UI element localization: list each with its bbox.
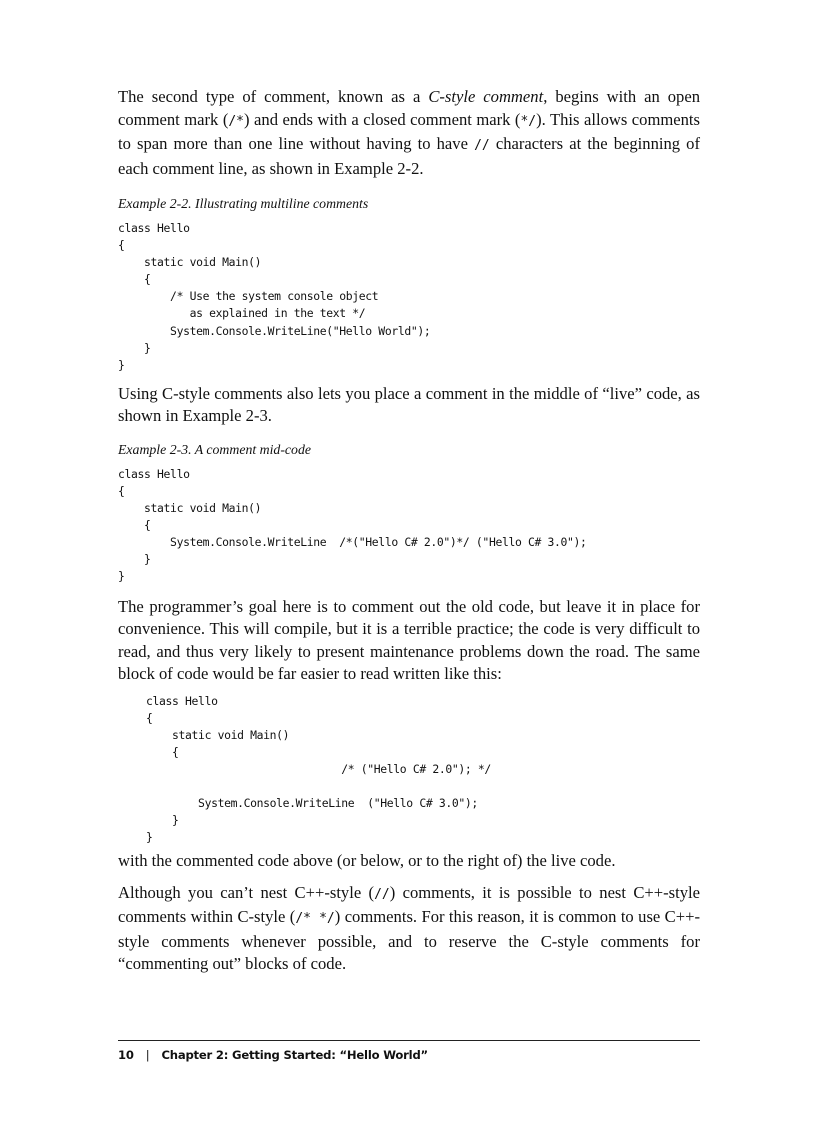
paragraph-text: The second type of comment, known as a [118,87,429,106]
chapter-title: Chapter 2: Getting Started: “Hello World” [161,1048,428,1062]
paragraph-c-style-intro [118,86,700,180]
example-caption: Example 2-3. A comment mid-code [118,441,311,457]
paragraph-nesting-comments [118,882,700,976]
code-block-example-2-2: class Hello { static void Main() { /* Use the system console object as explained in the text */ System.Console.WriteLine("Hello World"); } } [118,221,431,372]
paragraph-text: ). This allows comments to span more than one line without having to have [118,109,700,153]
paragraph-commented-code: with the commented code above (or below, or to the right of) the live code. [118,851,616,871]
paragraph-text: , begins with an open comment mark ( [118,87,700,129]
paragraph-programmer-goal: The programmer’s goal here is to comment out the old code, but leave it in place for convenience. This will compile, but it is a terrible practice; the code is very difficult to read, and thus very likely to present maintenance problems down the road. The same block of code would be far easier to read written like this: [118,596,700,683]
code-block-example-2-3: class Hello { static void Main() { System.Console.WriteLine /*("Hello C# 2.0")*/ ("Hello C# 3.0"); } } [118,466,587,584]
paragraph-mid-code: Using C-style comments also lets you place a comment in the middle of “live” code, as shown in Example 2-3. [118,383,700,426]
inline-code: */ [520,113,537,129]
page-number: 10 [118,1048,134,1062]
footer-separator: | [145,1048,150,1062]
paragraph-text: ) and ends with a closed comment mark ( [244,109,521,129]
page-footer [118,1048,428,1062]
paragraph-text: characters at the beginning of each comment line, as shown in Example 2-2. [118,134,701,178]
inline-code: /* */ [295,911,335,927]
example-caption: Example 2-2. Illustrating multiline comments [118,196,369,211]
code-block-readable: class Hello { static void Main() { /* ("Hello C# 2.0"); */ System.Console.WriteLine ("Hello C# 3.0"); } } [146,693,491,845]
term-c-style-comment: C-style comment [428,87,544,106]
page-content [118,86,700,976]
inline-code: // [374,886,390,902]
paragraph-text: ) comments, it is possible to nest C++-style comments within C-style ( [118,882,700,927]
footer-divider [118,1040,700,1041]
inline-code: // [474,138,490,153]
paragraph-text: ) comments. For this reason, it is common to use C++-style comments whenever possible, and to reserve the C-style comments for “commenting out” blocks of code. [118,907,700,974]
inline-code: /* [228,113,245,129]
paragraph-text: Although you can’t nest C++-style ( [118,882,375,902]
